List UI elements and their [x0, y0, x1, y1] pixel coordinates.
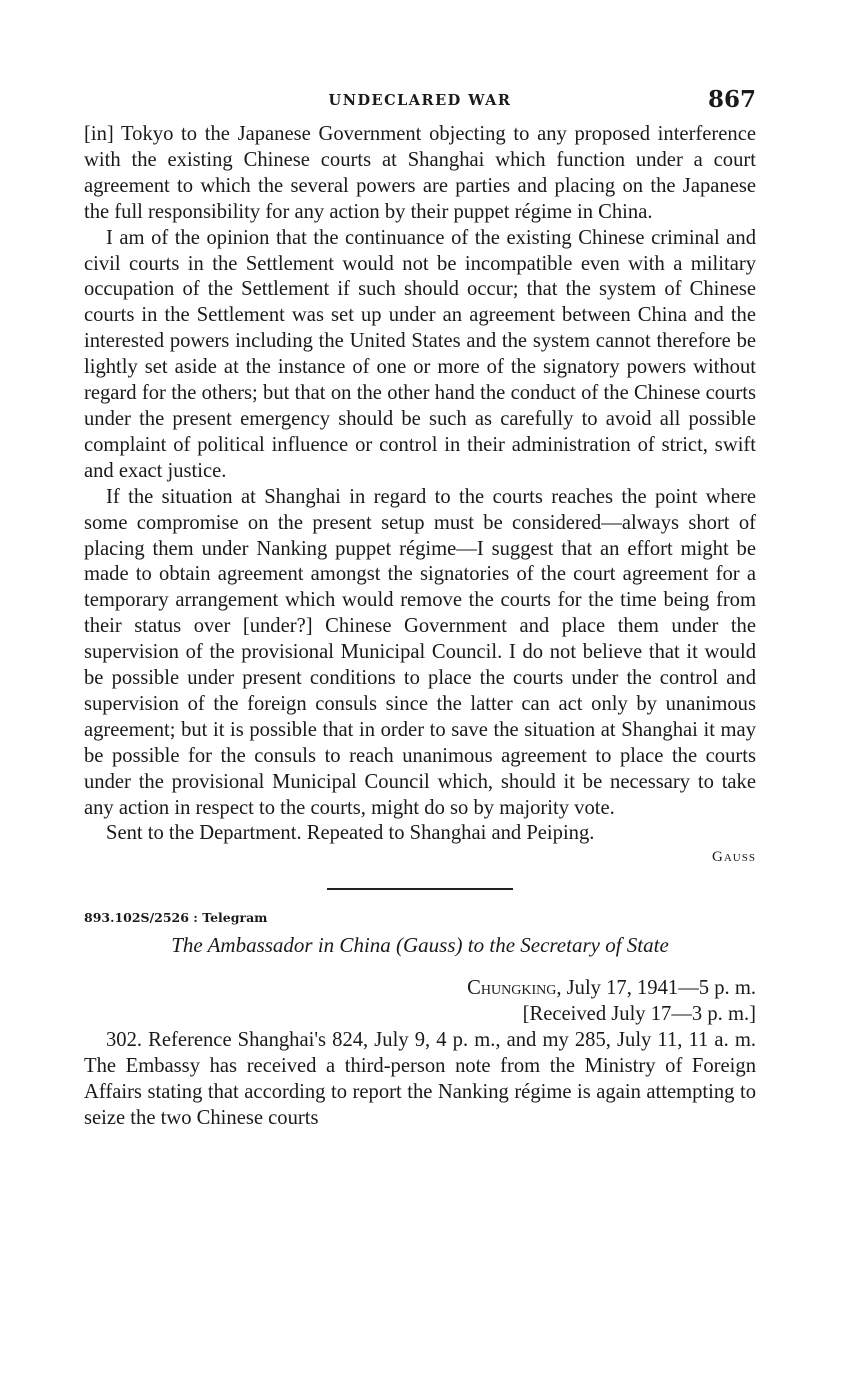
- telegram-body: 302. Reference Shanghai's 824, July 9, 4 p. m., and my 285, July 11, 11 a. m. The Embassy has received a third-person note from the Ministry of Foreign Affairs stating that according to report the Nanking régime is again attempting to seize the two Chinese courts: [84, 1029, 756, 1129]
- paragraph-sent: Sent to the Department. Repeated to Shanghai and Peiping.: [106, 822, 595, 845]
- document-title: The Ambassador in China (Gauss) to the Secretary of State: [171, 933, 669, 958]
- running-head: [84, 86, 756, 122]
- paragraph-opinion: I am of the opinion that the continuance of the existing Chinese criminal and civil courts in the Settlement would not be incompatible even with a military occupation of the Settlement if such should occur; that the system of Chinese courts in the Settlement was set up under an agreement between China and the interested powers including the United States and the system cannot therefore be lightly set aside at the instance of one or more of the signatory powers without regard for the others; but that on the other hand the conduct of the Chinese courts under the present emergency should be such as carefully to avoid all possible complaint of political influence or control in their administration of strict, swift and exact justice.: [84, 226, 756, 482]
- dateline: [84, 976, 756, 1002]
- dateline-place: Chungking: [467, 977, 557, 1000]
- received-line: [Received July 17—3 p. m.]: [522, 1003, 756, 1026]
- paragraph-compromise: If the situation at Shanghai in regard to the courts reaches the point where some compromise on the present setup must be considered—always short of placing them under Nanking puppet régime—I suggest that an effort might be made to obtain agreement amongst the signatories of the court agreement for a temporary arrangement which would remove the courts for the time being from their status over [under?] Chinese Government and place them under the supervision of the provisional Municipal Council. I do not believe that it would be possible under present conditions to place the courts under the control and supervision of the foreign consuls since the latter can act only by unanimous agreement; but it is possible that in order to save the situation at Shanghai it may be possible for the consuls to reach unanimous agreement to place the courts under the provisional Municipal Council which, should it be necessary to take any action in respect to the courts, might do so by majority vote.: [84, 485, 756, 819]
- running-title: UNDECLARED WAR: [328, 92, 512, 109]
- document-page: [84, 86, 756, 1132]
- paragraph-continued: [in] Tokyo to the Japanese Government objecting to any proposed interference with the existing Chinese courts at Shanghai which function under a court agreement to which the several powers are parties and placing on the Japanese the full responsibility for any action by their puppet régime in China.: [84, 123, 756, 223]
- signature-gauss: Gauss: [712, 849, 756, 866]
- dateline-date: , July 17, 1941—5 p. m.: [556, 977, 756, 1000]
- section-divider: [327, 888, 513, 890]
- document-reference: 893.102S/2526 : Telegram: [84, 910, 268, 926]
- page-number: 867: [707, 86, 756, 113]
